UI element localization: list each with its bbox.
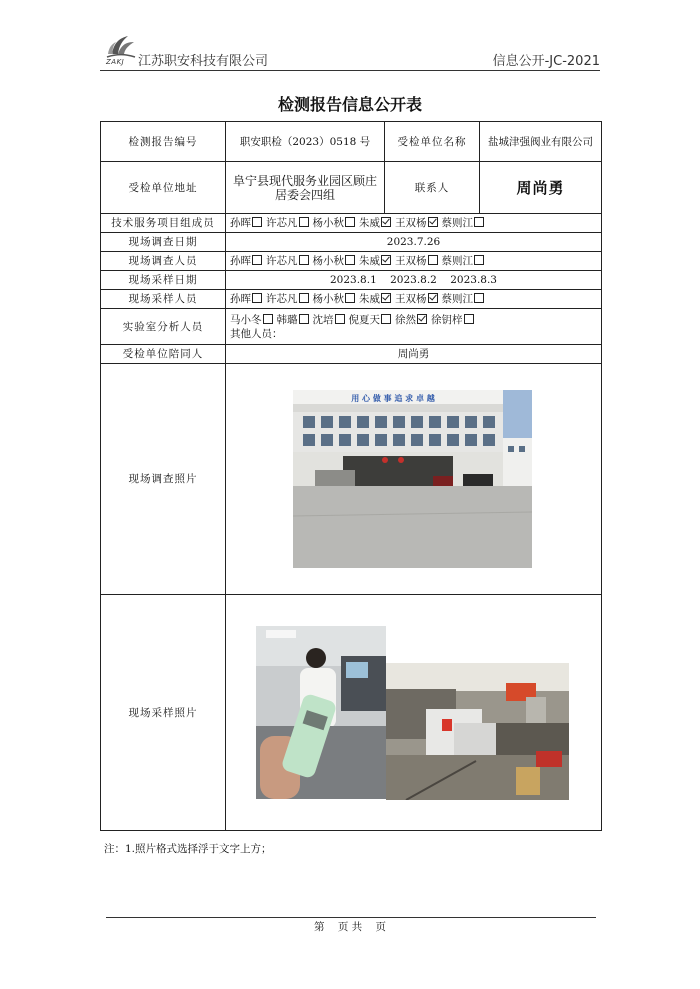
- document-code: 信息公开-JC-2021: [492, 54, 600, 69]
- member-name: 朱威: [359, 255, 380, 267]
- company-name: 江苏职安科技有限公司: [138, 54, 269, 69]
- survey-date-value: 2023.7.26: [226, 233, 602, 252]
- report-no-label: 检测报告编号: [101, 122, 226, 162]
- member-name: 蔡则江: [441, 255, 473, 267]
- table-row: [101, 233, 602, 252]
- member-checkbox[interactable]: [474, 255, 484, 265]
- survey-staff-checklist: [226, 252, 602, 271]
- member-name: 许芯凡: [266, 293, 298, 305]
- member-checkbox[interactable]: [345, 255, 355, 265]
- member-name: 孙晖: [230, 293, 251, 305]
- sampling-staff-checklist: [226, 290, 602, 309]
- sampling-staff-label: 现场采样人员: [101, 290, 226, 309]
- member-name: 徐钥梓: [431, 313, 463, 326]
- member-checkbox[interactable]: [381, 217, 391, 227]
- logo-text: ZAKJ: [106, 58, 125, 66]
- survey-staff-label: 现场调查人员: [101, 252, 226, 271]
- page-number: 第 页 共 页: [313, 921, 387, 933]
- sampling-photo-cell: [226, 595, 602, 831]
- page-header: [100, 28, 600, 71]
- member-checkbox[interactable]: [299, 293, 309, 303]
- address-value: 阜宁县现代服务业园区顾庄居委会四组: [226, 162, 385, 214]
- survey-photo-cell: [226, 364, 602, 595]
- escort-label: 受检单位陪同人: [101, 345, 226, 364]
- sampling-photo-right: [386, 663, 569, 800]
- member-name: 孙晖: [230, 217, 251, 229]
- member-checkbox[interactable]: [474, 217, 484, 227]
- member-name: 沈培: [312, 313, 334, 326]
- member-checkbox[interactable]: [474, 293, 484, 303]
- member-checkbox[interactable]: [417, 314, 427, 324]
- table-row: [101, 214, 602, 233]
- member-name: 杨小秋: [312, 293, 344, 305]
- member-checkbox[interactable]: [335, 314, 345, 324]
- table-row: [101, 595, 602, 831]
- survey-photo-banner: 用 心 做 事 追 求 卓 越: [351, 394, 435, 403]
- member-checkbox[interactable]: [428, 217, 438, 227]
- table-row: [101, 252, 602, 271]
- member-name: 许芯凡: [266, 255, 298, 267]
- member-name: 王双杨: [395, 217, 427, 229]
- member-name: 马小冬: [230, 313, 262, 326]
- table-row: [101, 345, 602, 364]
- member-name: 韩璐: [276, 313, 298, 326]
- sampling-date-label: 现场采样日期: [101, 271, 226, 290]
- member-name: 朱威: [359, 217, 380, 229]
- member-checkbox[interactable]: [252, 293, 262, 303]
- member-name: 杨小秋: [312, 255, 344, 267]
- member-name: 王双杨: [395, 255, 427, 267]
- member-checkbox[interactable]: [345, 217, 355, 227]
- survey-site-photo: [293, 390, 532, 568]
- page-title: 检测报告信息公开表: [277, 95, 422, 114]
- sampling-date-value: 2023.8.1 2023.8.2 2023.8.3: [226, 271, 602, 290]
- footnote: 注：1.照片格式选择浮于文字上方；: [104, 843, 272, 855]
- info-table: [100, 121, 602, 831]
- member-checkbox[interactable]: [428, 293, 438, 303]
- survey-photo-label: 现场调查照片: [101, 364, 226, 595]
- lab-staff-others: 其他人员：: [230, 327, 283, 340]
- report-no-value: 职安职检（2023）0518 号: [226, 122, 385, 162]
- member-checkbox[interactable]: [299, 217, 309, 227]
- member-checkbox[interactable]: [464, 314, 474, 324]
- member-checkbox[interactable]: [263, 314, 273, 324]
- team-checklist: [226, 214, 602, 233]
- member-checkbox[interactable]: [345, 293, 355, 303]
- member-name: 朱威: [359, 293, 380, 305]
- table-row: [101, 290, 602, 309]
- contact-label: 联系人: [385, 162, 480, 214]
- table-row: [101, 271, 602, 290]
- member-checkbox[interactable]: [381, 293, 391, 303]
- table-row: [101, 309, 602, 345]
- table-row: [101, 122, 602, 162]
- member-name: 蔡则江: [441, 293, 473, 305]
- member-checkbox[interactable]: [299, 314, 309, 324]
- escort-value: 周尚勇: [226, 345, 602, 364]
- member-checkbox[interactable]: [381, 314, 391, 324]
- sampling-photo-label: 现场采样照片: [101, 595, 226, 831]
- member-checkbox[interactable]: [299, 255, 309, 265]
- member-checkbox[interactable]: [252, 255, 262, 265]
- unit-name-value: 盐城津强阀业有限公司: [480, 122, 602, 162]
- unit-name-label: 受检单位名称: [385, 122, 480, 162]
- table-row: [101, 162, 602, 214]
- member-name: 倪夏天: [348, 313, 380, 326]
- member-name: 蔡则江: [441, 217, 473, 229]
- sampling-photo-left: [256, 626, 386, 799]
- member-name: 杨小秋: [312, 217, 344, 229]
- lab-staff-checklist: [230, 313, 597, 327]
- survey-date-label: 现场调查日期: [101, 233, 226, 252]
- team-label: 技术服务项目组成员: [101, 214, 226, 233]
- member-checkbox[interactable]: [252, 217, 262, 227]
- member-name: 王双杨: [395, 293, 427, 305]
- member-checkbox[interactable]: [428, 255, 438, 265]
- lab-staff-label: 实验室分析人员: [101, 309, 226, 345]
- contact-value: 周尚勇: [480, 162, 602, 214]
- table-row: [101, 364, 602, 595]
- footer-divider: [106, 917, 596, 918]
- member-name: 孙晖: [230, 255, 251, 267]
- lab-staff-cell: [226, 309, 602, 345]
- member-name: 徐然: [395, 313, 416, 326]
- member-name: 许芯凡: [266, 217, 298, 229]
- member-checkbox[interactable]: [381, 255, 391, 265]
- address-label: 受检单位地址: [101, 162, 226, 214]
